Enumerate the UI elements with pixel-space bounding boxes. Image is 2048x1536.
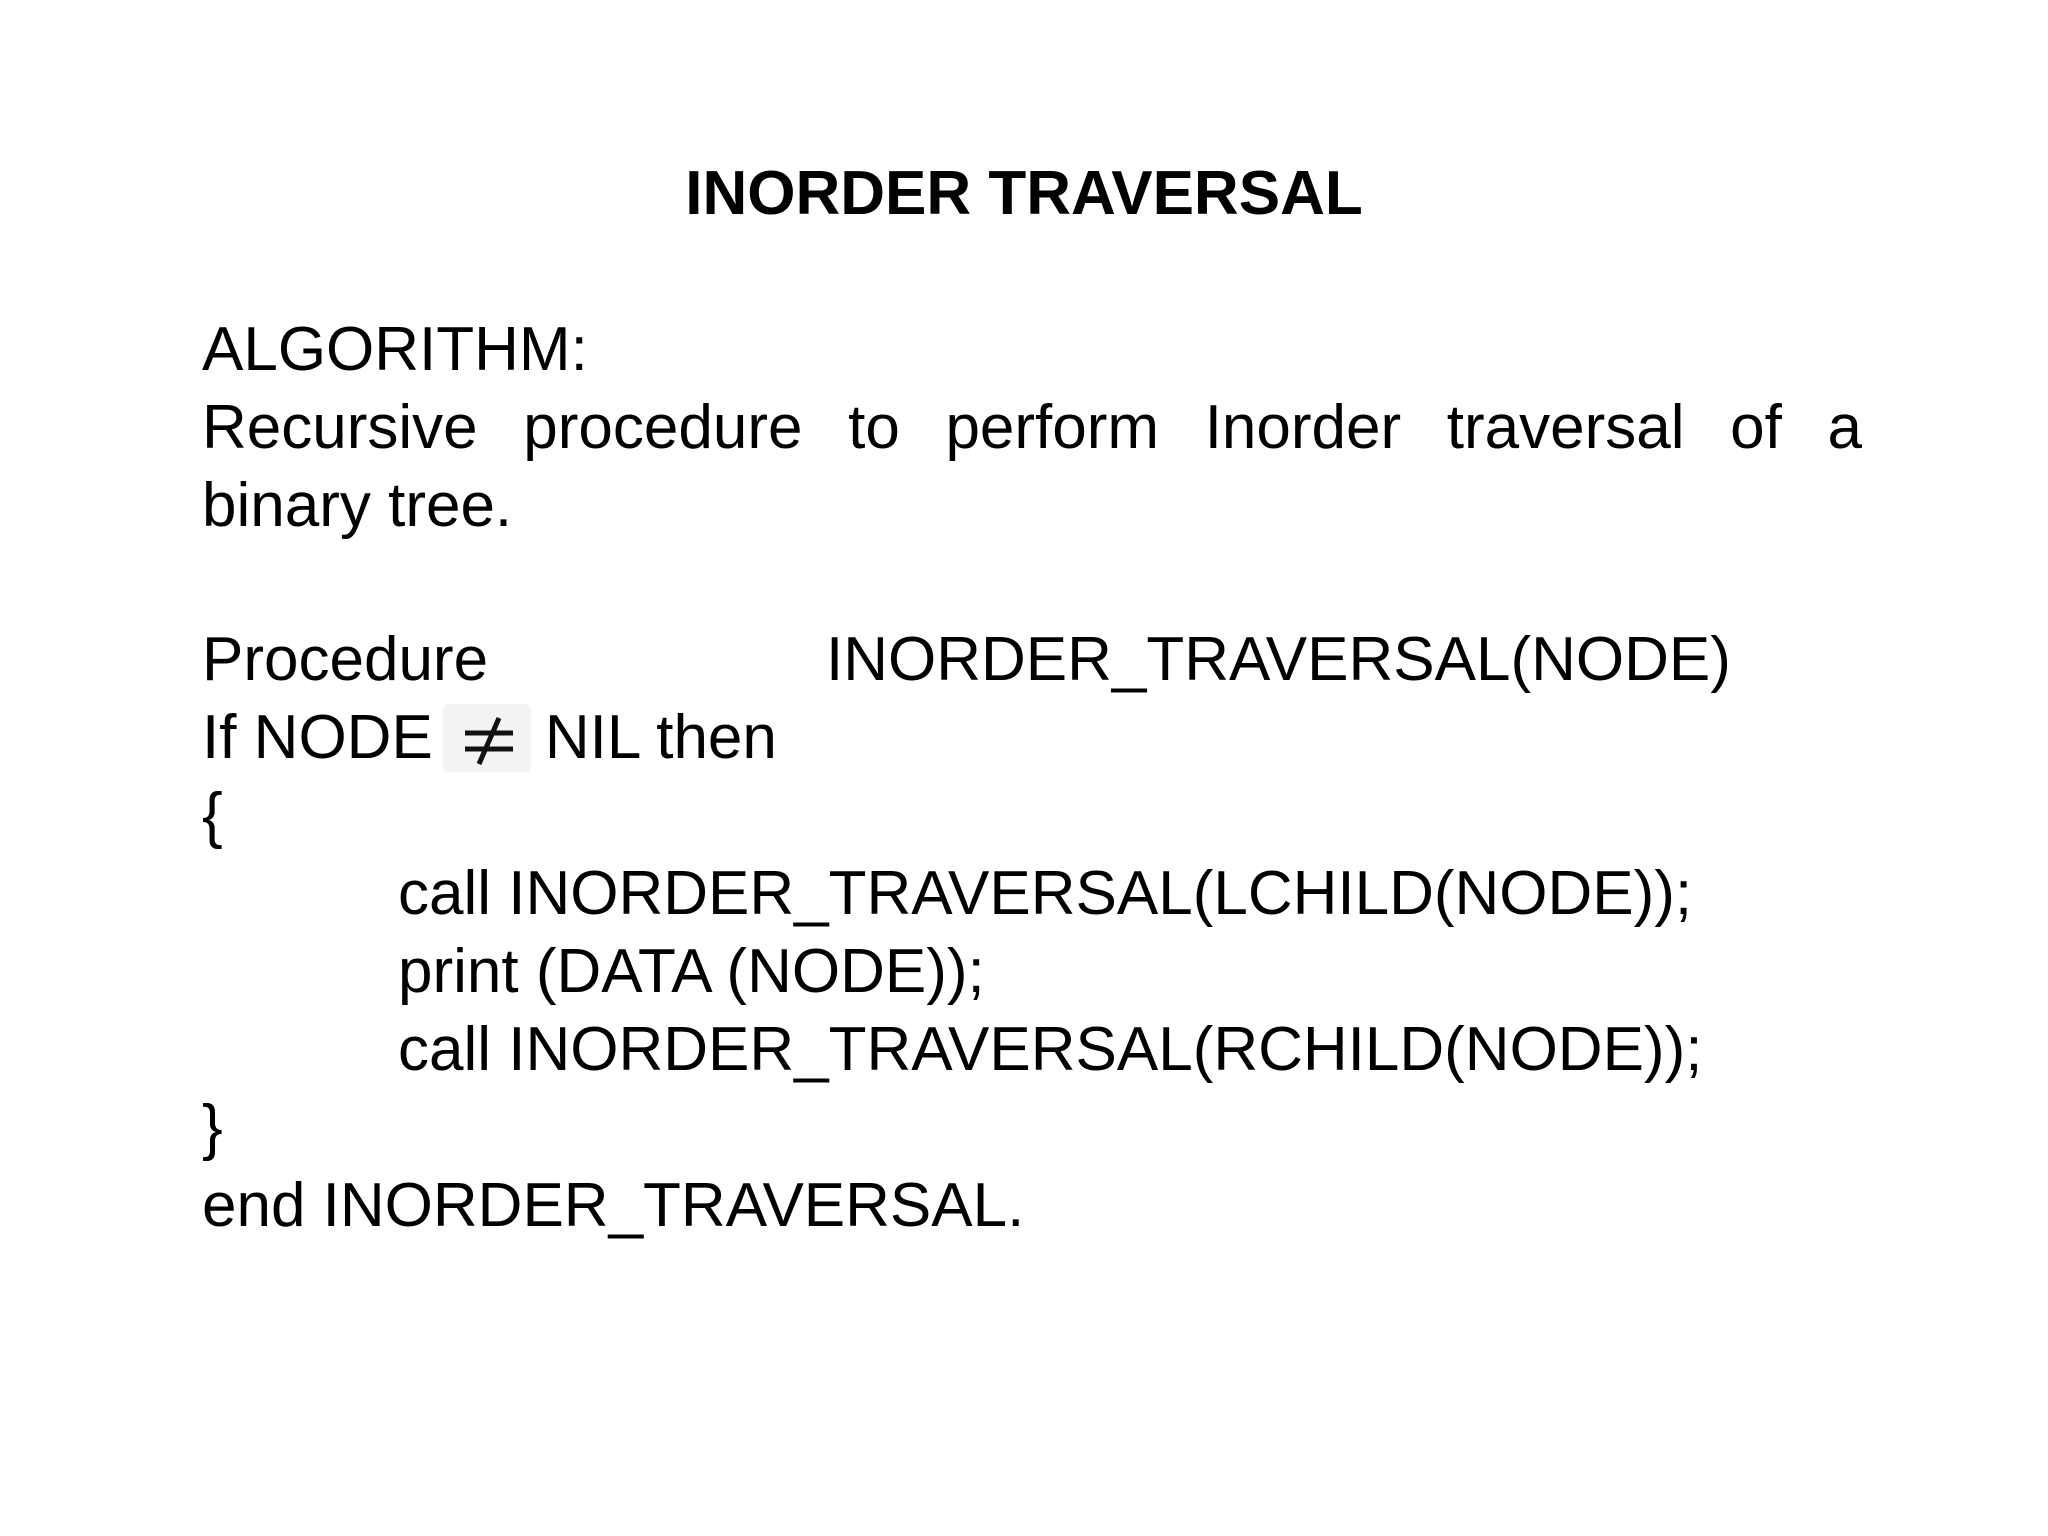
description-line-2: binary tree. xyxy=(202,471,513,540)
body-line-call-right: call INORDER_TRAVERSAL(RCHILD(NODE)); xyxy=(398,1015,1703,1084)
procedure-keyword: Procedure xyxy=(202,625,489,694)
procedure-name: INORDER_TRAVERSAL(NODE) xyxy=(826,625,1731,694)
body-line-print: print (DATA (NODE)); xyxy=(398,937,985,1006)
end-procedure-line: end INORDER_TRAVERSAL. xyxy=(202,1171,1025,1240)
close-brace: } xyxy=(202,1093,223,1162)
body-line-call-left: call INORDER_TRAVERSAL(LCHILD(NODE)); xyxy=(398,859,1693,928)
slide-title: INORDER TRAVERSAL xyxy=(685,159,1363,228)
if-suffix: NIL then xyxy=(544,703,777,772)
not-equal-icon xyxy=(443,704,531,772)
procedure-header xyxy=(202,624,1902,696)
open-brace: { xyxy=(202,781,223,850)
algorithm-label: ALGORITHM: xyxy=(202,315,588,384)
if-condition-line xyxy=(202,702,777,776)
description-line-1: Recursive procedure to perform Inorder traversal of a xyxy=(202,393,1862,462)
if-prefix: If NODE xyxy=(202,703,433,772)
